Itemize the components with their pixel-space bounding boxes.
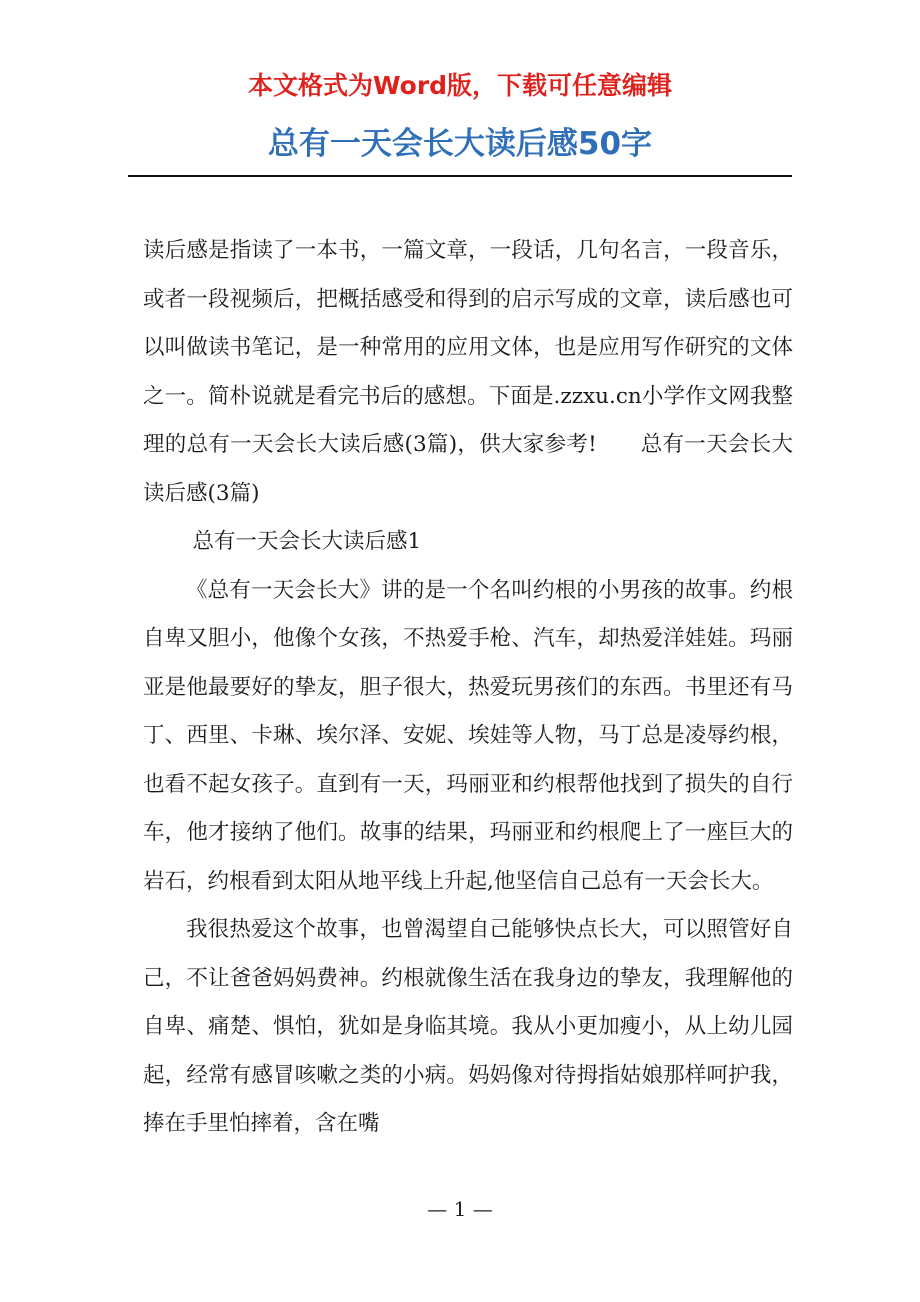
document-title: 总有一天会长大读后感50字: [267, 126, 653, 162]
section-heading: 总有一天会长大读后感1: [192, 529, 422, 554]
intro-paragraph: 读后感是指读了一本书，一篇文章，一段话，几句名言，一段音乐，或者一段视频后，把概括感受和得到的启示写成的文章，读后感也可以叫做读书笔记，是一种常用的应用文体，也是应用写作研究的文体之一。简朴说就是看完书后的感想。下面是.zzxu.cn小学作文网我整理的总有一天会长大读后感(3篇)，供大家参考! 总有一天会长大读后感(3篇): [143, 238, 793, 506]
story-summary-paragraph: 《总有一天会长大》讲的是一个名叫约根的小男孩的故事。约根自卑又胆小，他像个女孩，不热爱手枪、汽车，却热爱洋娃娃。玛丽亚是他最要好的挚友，胆子很大，热爱玩男孩们的东西。书里还有马丁、西里、卡琳、埃尔泽、安妮、埃娃等人物，马丁总是凌辱约根，也看不起女孩子。直到有一天，玛丽亚和约根帮他找到了损失的自行车，他才接纳了他们。故事的结果，玛丽亚和约根爬上了一座巨大的岩石，约根看到太阳从地平线上升起,他坚信自己总有一天会长大。: [143, 577, 793, 894]
page-number: — 1 —: [427, 1197, 493, 1221]
reflection-paragraph: 我很热爱这个故事，也曾渴望自己能够快点长大，可以照管好自己，不让爸爸妈妈费神。约根就像生活在我身边的挚友，我理解他的自卑、痛楚、惧怕，犹如是身临其境。我从小更加瘦小，从上幼儿园起，经常有感冒咳嗽之类的小病。妈妈像对待拇指姑娘那样呵护我，捧在手里怕摔着，含在嘴: [143, 917, 793, 1136]
title-divider: [128, 175, 792, 177]
document-body: [143, 227, 793, 1149]
format-notice-banner: 本文格式为Word版，下载可任意编辑: [247, 71, 673, 100]
